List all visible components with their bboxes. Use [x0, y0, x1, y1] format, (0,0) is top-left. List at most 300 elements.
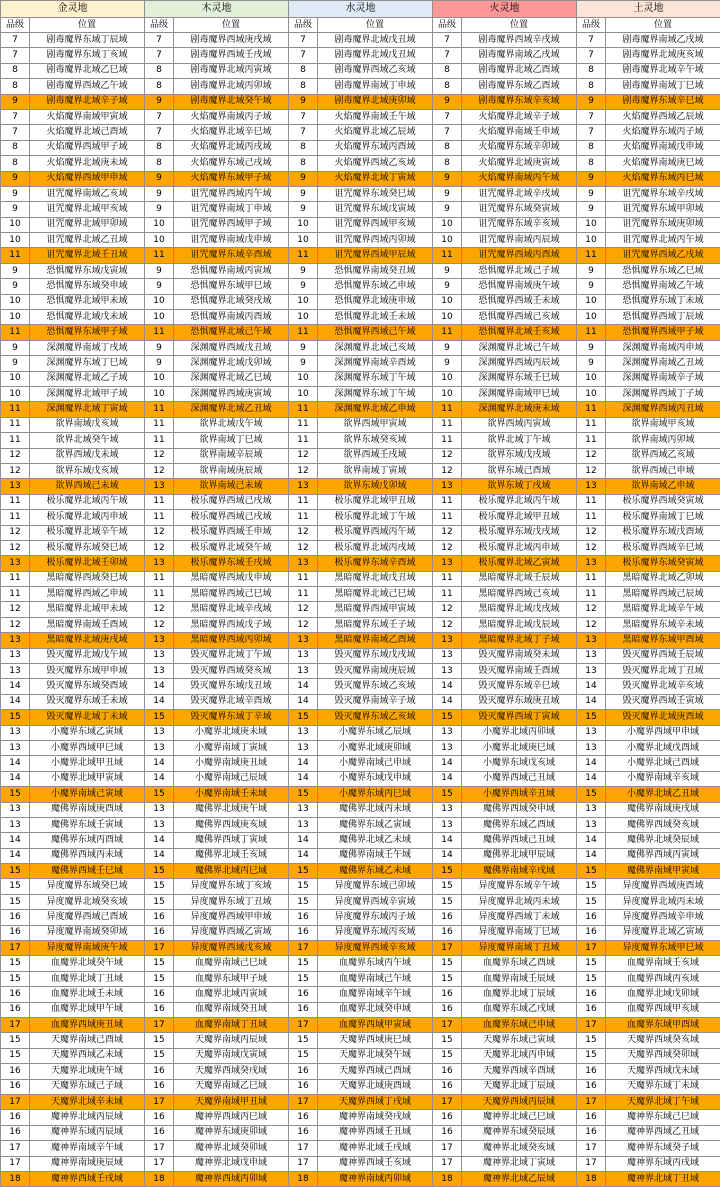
- grade-cell: 8: [289, 156, 318, 171]
- grade-cell: 18: [145, 1171, 174, 1186]
- location-cell: 毁灭魔界西域丁寅域: [462, 710, 577, 725]
- location-cell: 黑暗魔界北域丁子域: [462, 633, 577, 648]
- grade-cell: 10: [1, 217, 30, 232]
- location-cell: 黑暗魔界北域戊辰域: [462, 617, 577, 632]
- grade-cell: 13: [1, 664, 30, 679]
- location-cell: 魔佛界西域丁寅域: [174, 833, 289, 848]
- location-cell: 极乐魔界东域戊戌域: [462, 525, 577, 540]
- grade-cell: 15: [289, 894, 318, 909]
- location-cell: 小魔界东域戊亥域: [462, 756, 577, 771]
- grade-cell: 9: [433, 186, 462, 201]
- location-cell: 极乐魔界北域癸午域: [174, 540, 289, 555]
- grade-cell: 16: [577, 1079, 606, 1094]
- table-row: [1, 664, 720, 679]
- location-cell: 魔佛界南域庚酉域: [30, 802, 145, 817]
- grade-cell: 10: [433, 371, 462, 386]
- location-cell: 诅咒魔界东域癸巳域: [318, 186, 433, 201]
- grade-cell: 13: [289, 648, 318, 663]
- grade-cell: 17: [433, 1156, 462, 1171]
- location-cell: 深渊魔界南域乙丑域: [606, 356, 720, 371]
- grade-cell: 13: [289, 479, 318, 494]
- location-cell: 血魔界东域甲酉域: [606, 1018, 720, 1033]
- location-cell: 恐惧魔界西域丁辰域: [606, 310, 720, 325]
- location-cell: 欲界南域丁巳域: [174, 433, 289, 448]
- location-cell: 毁灭魔界南域庚辰域: [318, 664, 433, 679]
- location-cell: 火焰魔界北域辛子域: [462, 109, 577, 124]
- location-cell: 魔佛界西域癸亥域: [606, 817, 720, 832]
- location-cell: 天魔界西域己酉域: [318, 1064, 433, 1079]
- location-cell: 欲界北域丁午域: [462, 433, 577, 448]
- grade-cell: 17: [577, 1156, 606, 1171]
- grade-cell: 7: [1, 109, 30, 124]
- location-cell: 黑暗魔界北域戊丑域: [318, 571, 433, 586]
- grade-cell: 8: [1, 63, 30, 78]
- grade-cell: 17: [1, 1018, 30, 1033]
- grade-cell: 16: [433, 1079, 462, 1094]
- location-cell: 剧毒魔界南域丁巳域: [606, 79, 720, 94]
- location-cell: 毁灭魔界北域丁丑域: [606, 664, 720, 679]
- grade-cell: 9: [433, 171, 462, 186]
- location-cell: 血魔界西域甲寅域: [318, 1018, 433, 1033]
- location-cell: 魔神界北域己巳域: [462, 1110, 577, 1125]
- grade-cell: 16: [289, 910, 318, 925]
- grade-cell: 18: [289, 1171, 318, 1186]
- location-cell: 火焰魔界北域庚未域: [30, 156, 145, 171]
- location-cell: 魔神界北域丁丑域: [606, 1171, 720, 1186]
- location-cell: 极乐魔界北域甲丑域: [462, 510, 577, 525]
- location-cell: 火焰魔界北域丙戌域: [174, 140, 289, 155]
- table-row: [1, 1048, 720, 1063]
- grade-cell: 17: [1, 1141, 30, 1156]
- location-cell: 诅咒魔界东域甲卯域: [606, 202, 720, 217]
- grade-cell: 13: [577, 802, 606, 817]
- location-cell: 火焰魔界南域壬申域: [462, 125, 577, 140]
- location-cell: 天魔界南域戊寅域: [174, 1048, 289, 1063]
- location-cell: 火焰魔界南域戊申域: [606, 140, 720, 155]
- grade-cell: 17: [145, 941, 174, 956]
- grade-cell: 9: [577, 171, 606, 186]
- location-cell: 小魔界南域庚丑域: [174, 756, 289, 771]
- grade-cell: 15: [577, 787, 606, 802]
- location-cell: 恐惧魔界北域癸戌域: [174, 294, 289, 309]
- grade-cell: 13: [577, 556, 606, 571]
- grade-cell: 11: [145, 571, 174, 586]
- table-row: [1, 94, 720, 109]
- table-row: [1, 1064, 720, 1079]
- grade-cell: 17: [1, 941, 30, 956]
- table-row: [1, 33, 720, 48]
- grade-cell: 14: [145, 756, 174, 771]
- location-cell: 小魔界南域丁寅域: [174, 740, 289, 755]
- table-row: [1, 386, 720, 401]
- grade-cell: 11: [1, 417, 30, 432]
- grade-cell: 16: [433, 1064, 462, 1079]
- location-cell: 剧毒魔界西域辛戌域: [462, 33, 577, 48]
- location-cell: 毁灭魔界西域癸亥域: [174, 664, 289, 679]
- location-cell: 极乐魔界东域癸寅域: [606, 556, 720, 571]
- table-row: [1, 186, 720, 201]
- location-header: 位置: [462, 18, 577, 33]
- grade-cell: 9: [1, 279, 30, 294]
- grade-header: 品级: [577, 18, 606, 33]
- grade-cell: 13: [289, 740, 318, 755]
- location-cell: 魔佛界西域癸申域: [462, 802, 577, 817]
- location-cell: 诅咒魔界西域甲亥域: [318, 217, 433, 232]
- grade-cell: 11: [1, 510, 30, 525]
- grade-cell: 9: [145, 356, 174, 371]
- location-cell: 火焰魔界东域丙子域: [606, 125, 720, 140]
- location-cell: 魔佛界西域己丑域: [462, 833, 577, 848]
- grade-cell: 14: [145, 848, 174, 863]
- location-cell: 黑暗魔界北域戊戌域: [462, 602, 577, 617]
- location-cell: 剧毒魔界西域壬戌域: [174, 48, 289, 63]
- grade-cell: 9: [433, 279, 462, 294]
- grade-cell: 10: [433, 310, 462, 325]
- grade-cell: 13: [289, 802, 318, 817]
- grade-cell: 8: [145, 156, 174, 171]
- table-row: [1, 894, 720, 909]
- location-cell: 魔佛界北域丙未域: [318, 802, 433, 817]
- location-cell: 恐惧魔界西域己午域: [318, 325, 433, 340]
- grade-cell: 13: [1, 479, 30, 494]
- location-cell: 天魔界北域辛未域: [30, 1094, 145, 1109]
- location-cell: 血魔界东域乙酉域: [462, 956, 577, 971]
- location-cell: 剧毒魔界西域庚戌域: [174, 33, 289, 48]
- location-cell: 天魔界西域丙辰域: [462, 1094, 577, 1109]
- location-cell: 魔神界东域癸辰域: [462, 1125, 577, 1140]
- grade-cell: 15: [145, 710, 174, 725]
- grade-cell: 14: [289, 771, 318, 786]
- grade-cell: 12: [289, 540, 318, 555]
- location-cell: 天魔界北域癸午域: [318, 1048, 433, 1063]
- location-cell: 火焰魔界南域甲寅域: [30, 109, 145, 124]
- grade-cell: 14: [1, 694, 30, 709]
- location-cell: 魔佛界北域乙未域: [318, 833, 433, 848]
- location-cell: 小魔界南域己申域: [318, 756, 433, 771]
- grade-cell: 9: [289, 202, 318, 217]
- location-cell: 欲界东域戊戌域: [462, 448, 577, 463]
- location-cell: 血魔界南域壬亥域: [606, 956, 720, 971]
- table-row: [1, 402, 720, 417]
- grade-cell: 14: [289, 694, 318, 709]
- grade-cell: 13: [289, 664, 318, 679]
- grade-cell: 11: [577, 587, 606, 602]
- grade-cell: 16: [577, 1064, 606, 1079]
- grade-cell: 10: [1, 310, 30, 325]
- table-row: [1, 925, 720, 940]
- grade-cell: 9: [433, 356, 462, 371]
- table-row: [1, 1171, 720, 1186]
- location-cell: 毁灭魔界北域丁未域: [30, 710, 145, 725]
- grade-cell: 15: [433, 879, 462, 894]
- grade-cell: 11: [145, 587, 174, 602]
- location-cell: 血魔界北域戊卯域: [606, 987, 720, 1002]
- grade-cell: 16: [433, 1110, 462, 1125]
- grade-cell: 13: [577, 648, 606, 663]
- grade-cell: 14: [433, 848, 462, 863]
- grade-cell: 16: [145, 1002, 174, 1017]
- header-metal: 金灵地: [1, 1, 145, 18]
- grade-cell: 15: [289, 971, 318, 986]
- location-cell: 火焰魔界北域乙辰域: [318, 125, 433, 140]
- grade-cell: 15: [433, 894, 462, 909]
- grade-cell: 11: [577, 248, 606, 263]
- location-cell: 欲界北域癸午域: [30, 433, 145, 448]
- grade-cell: 10: [577, 310, 606, 325]
- location-cell: 剧毒魔界东域辛巳域: [606, 94, 720, 109]
- table-row: [1, 571, 720, 586]
- table-row: [1, 556, 720, 571]
- location-cell: 异度魔界西域辛寅域: [318, 894, 433, 909]
- location-cell: 黑暗魔界南域壬酉域: [30, 617, 145, 632]
- grade-cell: 16: [145, 1064, 174, 1079]
- location-cell: 毁灭魔界东域壬未域: [30, 694, 145, 709]
- grade-cell: 14: [433, 694, 462, 709]
- grade-cell: 16: [1, 987, 30, 1002]
- header-wood: 木灵地: [145, 1, 289, 18]
- grade-cell: 12: [289, 448, 318, 463]
- grade-cell: 16: [145, 1125, 174, 1140]
- location-cell: 异度魔界南域癸卯域: [30, 925, 145, 940]
- location-cell: 极乐魔界东域辛酉域: [318, 556, 433, 571]
- grade-cell: 11: [577, 417, 606, 432]
- table-body: [1, 33, 720, 1187]
- location-cell: 血魔界北域癸午域: [30, 956, 145, 971]
- grade-cell: 15: [577, 879, 606, 894]
- location-cell: 毁灭魔界东域乙亥域: [318, 679, 433, 694]
- location-cell: 极乐魔界西域壬申域: [174, 525, 289, 540]
- grade-cell: 8: [145, 63, 174, 78]
- grade-cell: 17: [145, 1156, 174, 1171]
- location-cell: 魔神界北域乙辰域: [462, 1171, 577, 1186]
- grade-cell: 8: [433, 140, 462, 155]
- location-cell: 天魔界东域丁未域: [606, 1079, 720, 1094]
- grade-cell: 8: [577, 140, 606, 155]
- table-row: [1, 833, 720, 848]
- grade-cell: 9: [289, 186, 318, 201]
- grade-cell: 17: [433, 1094, 462, 1109]
- table-row: [1, 125, 720, 140]
- grade-cell: 15: [577, 710, 606, 725]
- location-cell: 血魔界北域甲午域: [30, 1002, 145, 1017]
- grade-cell: 9: [577, 202, 606, 217]
- grade-header: 品级: [1, 18, 30, 33]
- grade-cell: 15: [145, 1048, 174, 1063]
- location-cell: 诅咒魔界东域庚卯域: [606, 217, 720, 232]
- grade-cell: 15: [289, 1033, 318, 1048]
- grade-cell: 14: [433, 679, 462, 694]
- table-row: [1, 217, 720, 232]
- location-cell: 血魔界北域丁辰域: [462, 987, 577, 1002]
- location-cell: 天魔界西域丁戌域: [318, 1094, 433, 1109]
- location-cell: 天魔界南域甲丑域: [174, 1094, 289, 1109]
- location-cell: 深渊魔界东域丁午域: [318, 386, 433, 401]
- location-cell: 异度魔界西域乙寅域: [174, 925, 289, 940]
- grade-cell: 14: [289, 848, 318, 863]
- location-cell: 异度魔界北域丙未域: [462, 894, 577, 909]
- table-row: [1, 941, 720, 956]
- location-cell: 黑暗魔界西域丙卯域: [174, 633, 289, 648]
- grade-cell: 9: [433, 263, 462, 278]
- location-cell: 血魔界西域庚丑域: [30, 1018, 145, 1033]
- grade-cell: 10: [145, 233, 174, 248]
- location-cell: 魔神界东域丙辰域: [30, 1125, 145, 1140]
- grade-cell: 12: [1, 602, 30, 617]
- location-header: 位置: [318, 18, 433, 33]
- grade-cell: 15: [1, 879, 30, 894]
- location-cell: 深渊魔界东域丁午域: [318, 371, 433, 386]
- location-cell: 火焰魔界东域丙巳域: [606, 171, 720, 186]
- grade-cell: 16: [577, 1125, 606, 1140]
- location-cell: 小魔界西域辛丑域: [462, 787, 577, 802]
- grade-cell: 15: [433, 971, 462, 986]
- location-cell: 剧毒魔界北域庚亥域: [606, 48, 720, 63]
- location-cell: 恐惧魔界南域癸丑域: [318, 263, 433, 278]
- location-cell: 火焰魔界南域丙午域: [462, 171, 577, 186]
- location-cell: 剧毒魔界东域乙酉域: [462, 79, 577, 94]
- grade-cell: 15: [145, 864, 174, 879]
- location-cell: 异度魔界南域丁丑域: [462, 941, 577, 956]
- table-row: [1, 802, 720, 817]
- location-cell: 火焰魔界西域乙辰域: [606, 109, 720, 124]
- location-cell: 诅咒魔界西域丙卯域: [318, 233, 433, 248]
- grade-cell: 13: [145, 817, 174, 832]
- grade-cell: 8: [289, 63, 318, 78]
- grade-cell: 11: [433, 510, 462, 525]
- location-cell: 火焰魔界西域甲申域: [30, 171, 145, 186]
- location-header: 位置: [606, 18, 720, 33]
- grade-cell: 11: [289, 402, 318, 417]
- location-cell: 恐惧魔界西域己亥域: [462, 310, 577, 325]
- table-row: [1, 171, 720, 186]
- grade-cell: 11: [289, 571, 318, 586]
- location-cell: 魔神界南域庚辰域: [30, 1156, 145, 1171]
- grade-cell: 15: [577, 956, 606, 971]
- grade-cell: 17: [577, 941, 606, 956]
- grade-cell: 8: [1, 156, 30, 171]
- location-cell: 小魔界南域壬未域: [174, 787, 289, 802]
- table-row: [1, 325, 720, 340]
- table-row: [1, 725, 720, 740]
- grade-header: 品级: [433, 18, 462, 33]
- location-cell: 毁灭魔界东域辛巳域: [462, 679, 577, 694]
- location-cell: 异度魔界南域丁巳域: [462, 925, 577, 940]
- location-header: 位置: [30, 18, 145, 33]
- table-row: [1, 1110, 720, 1125]
- location-cell: 异度魔界北域癸亥域: [30, 894, 145, 909]
- grade-cell: 12: [145, 617, 174, 632]
- location-cell: 异度魔界东域丁亥域: [174, 879, 289, 894]
- location-cell: 剧毒魔界北域丙卯域: [174, 79, 289, 94]
- location-cell: 黑暗魔界西域乙申域: [30, 587, 145, 602]
- grade-cell: 14: [1, 848, 30, 863]
- location-cell: 魔神界北域癸卯域: [174, 1141, 289, 1156]
- grade-cell: 14: [289, 679, 318, 694]
- grade-cell: 9: [1, 356, 30, 371]
- location-cell: 毁灭魔界南域癸未域: [462, 648, 577, 663]
- location-cell: 黑暗魔界东域壬子域: [318, 617, 433, 632]
- grade-cell: 10: [1, 294, 30, 309]
- grade-cell: 11: [577, 510, 606, 525]
- location-cell: 黑暗魔界西域甲寅域: [318, 602, 433, 617]
- grade-cell: 11: [577, 402, 606, 417]
- grade-cell: 11: [577, 433, 606, 448]
- table-row: [1, 756, 720, 771]
- grade-cell: 8: [1, 79, 30, 94]
- grade-cell: 11: [433, 571, 462, 586]
- location-cell: 黑暗魔界南域乙酉域: [318, 633, 433, 648]
- location-cell: 血魔界北域癸申域: [318, 1002, 433, 1017]
- location-cell: 欲界西域己申域: [606, 463, 720, 478]
- location-cell: 深渊魔界北域乙子域: [30, 371, 145, 386]
- grade-cell: 11: [1, 325, 30, 340]
- location-cell: 小魔界西域甲申域: [606, 725, 720, 740]
- grade-cell: 7: [289, 109, 318, 124]
- grade-cell: 11: [433, 494, 462, 509]
- location-cell: 天魔界西域戊未域: [606, 1064, 720, 1079]
- grade-cell: 16: [1, 1079, 30, 1094]
- location-cell: 欲界北域戊午域: [174, 417, 289, 432]
- grade-cell: 9: [289, 340, 318, 355]
- location-cell: 极乐魔界北域甲丑域: [318, 494, 433, 509]
- table-row: [1, 248, 720, 263]
- location-cell: 剧毒魔界东域丁辰域: [30, 33, 145, 48]
- location-cell: 恐惧魔界南域丙酉域: [174, 310, 289, 325]
- location-cell: 极乐魔界东域癸巳域: [30, 540, 145, 555]
- location-cell: 毁灭魔界东域戊戌域: [318, 648, 433, 663]
- grade-cell: 9: [289, 356, 318, 371]
- grade-cell: 10: [577, 294, 606, 309]
- grade-cell: 11: [1, 587, 30, 602]
- grade-cell: 15: [433, 710, 462, 725]
- grade-cell: 17: [1, 1094, 30, 1109]
- grade-cell: 16: [289, 1110, 318, 1125]
- grade-cell: 14: [433, 771, 462, 786]
- grade-cell: 12: [577, 463, 606, 478]
- location-cell: 魔神界南域辛午域: [30, 1141, 145, 1156]
- table-row: [1, 63, 720, 78]
- grade-cell: 12: [1, 525, 30, 540]
- grade-cell: 12: [433, 617, 462, 632]
- table-row: [1, 540, 720, 555]
- table-row: [1, 1141, 720, 1156]
- grade-cell: 7: [577, 109, 606, 124]
- grade-cell: 15: [1, 864, 30, 879]
- grade-cell: 9: [1, 186, 30, 201]
- grade-cell: 7: [433, 125, 462, 140]
- location-cell: 异度魔界西域庚酉域: [606, 879, 720, 894]
- grade-cell: 13: [1, 648, 30, 663]
- location-cell: 异度魔界东域丙亥域: [318, 925, 433, 940]
- location-cell: 深渊魔界西域丙丑域: [606, 402, 720, 417]
- location-cell: 血魔界南域辛午域: [318, 987, 433, 1002]
- location-cell: 魔佛界西域庚亥域: [174, 817, 289, 832]
- table-row: [1, 510, 720, 525]
- grade-cell: 7: [145, 125, 174, 140]
- grade-cell: 15: [289, 879, 318, 894]
- grade-cell: 10: [433, 294, 462, 309]
- location-cell: 火焰魔界北域己酉域: [30, 125, 145, 140]
- location-cell: 黑暗魔界西域己亥域: [462, 587, 577, 602]
- table-row: [1, 109, 720, 124]
- table-row: [1, 587, 720, 602]
- location-cell: 欲界西域己未域: [30, 479, 145, 494]
- grade-cell: 13: [145, 633, 174, 648]
- location-cell: 极乐魔界西域辛巳域: [606, 540, 720, 555]
- grade-cell: 11: [433, 325, 462, 340]
- grade-cell: 12: [145, 602, 174, 617]
- grade-cell: 10: [1, 386, 30, 401]
